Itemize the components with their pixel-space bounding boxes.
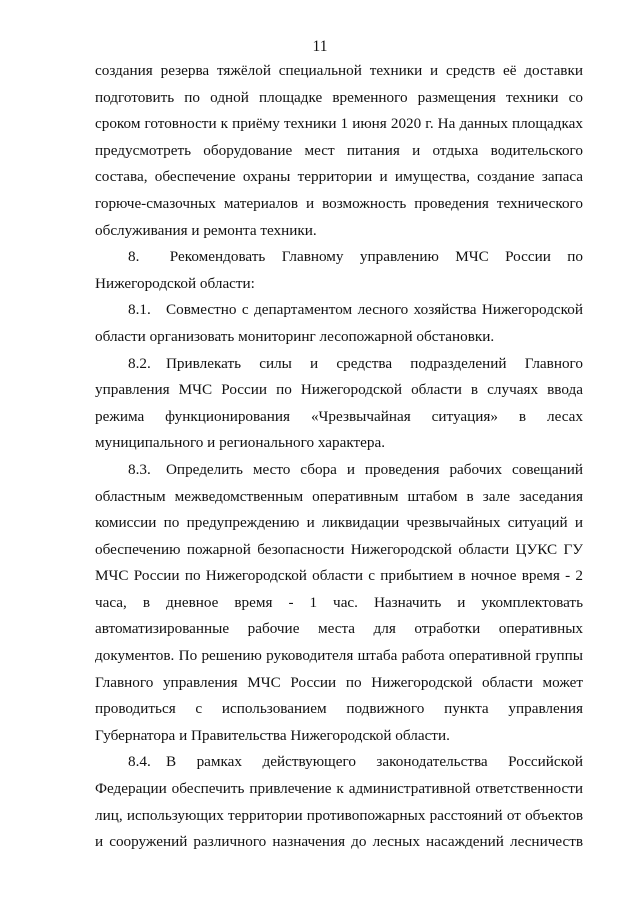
- text-line: МЧС России по Нижегородской области с прибытием в ночное время - 2: [95, 567, 583, 585]
- text-line: режима функционирования «Чрезвычайная ситуация» в лесах: [95, 407, 583, 425]
- text-line: комиссии по предупреждению и ликвидации чрезвычайных ситуаций и: [95, 514, 583, 532]
- text-line: 8.3. Определить место сбора и проведения рабочих совещаний: [128, 460, 583, 478]
- paragraph-8: [95, 244, 583, 297]
- paragraph-8-2: [95, 351, 583, 457]
- text-line: Губернатора и Правительства Нижегородской области.: [95, 726, 450, 744]
- paragraph-8-1: [95, 297, 583, 350]
- text-line: обслуживания и ремонта техники.: [95, 221, 317, 239]
- text-line: проводиться с использованием подвижного пункта управления: [95, 700, 583, 718]
- text-line: автоматизированные рабочие места для отработки оперативных: [95, 620, 583, 638]
- text-line: часа, в дневное время - 1 час. Назначить и укомплектовать: [95, 593, 583, 611]
- text-line: подготовить по одной площадке временного размещения техники со: [95, 88, 583, 106]
- text-line: предусмотреть оборудование мест питания и отдыха водительского: [95, 141, 583, 159]
- text-line: 8.2. Привлекать силы и средства подразделений Главного: [128, 354, 583, 372]
- text-line: документов. По решению руководителя штаба работа оперативной группы: [95, 647, 583, 665]
- page-number: 11: [312, 38, 328, 55]
- text-line: лиц, использующих территории противопожарных расстояний от объектов: [95, 806, 583, 824]
- paragraph-7-continuation: [95, 58, 583, 244]
- text-line: состава, обеспечение охраны территории и имущества, создание запаса: [95, 168, 583, 186]
- text-line: горюче-смазочных материалов и возможность проведения технического: [95, 194, 583, 212]
- text-line: Нижегородской области:: [95, 274, 255, 292]
- document-body: [95, 58, 583, 856]
- text-line: сроком готовности к приёму техники 1 июня 2020 г. На данных площадках: [95, 115, 583, 133]
- paragraph-8-3: [95, 457, 583, 750]
- text-line: и сооружений различного назначения до лесных насаждений лесничеств: [95, 833, 583, 851]
- text-line: 8. Рекомендовать Главному управлению МЧС России по: [128, 248, 583, 266]
- text-line: муниципального и регионального характера.: [95, 434, 386, 452]
- text-line: создания резерва тяжёлой специальной техники и средств её доставки: [95, 62, 583, 79]
- text-line: управления МЧС России по Нижегородской области в случаях ввода: [95, 381, 583, 399]
- text-line: области организовать мониторинг лесопожарной обстановки.: [95, 327, 495, 345]
- text-line: Федерации обеспечить привлечение к административной ответственности: [95, 780, 583, 798]
- text-line: областным межведомственным оперативным штабом в зале заседания: [95, 487, 583, 505]
- text-line: 8.4. В рамках действующего законодательства Российской: [128, 753, 583, 771]
- text-line: обеспечению пожарной безопасности Нижегородской области ЦУКС ГУ: [95, 540, 583, 558]
- text-line: 8.1. Совместно с департаментом лесного хозяйства Нижегородской: [128, 301, 583, 319]
- paragraph-8-4: [95, 749, 583, 855]
- text-line: Главного управления МЧС России по Нижегородской области может: [95, 673, 583, 691]
